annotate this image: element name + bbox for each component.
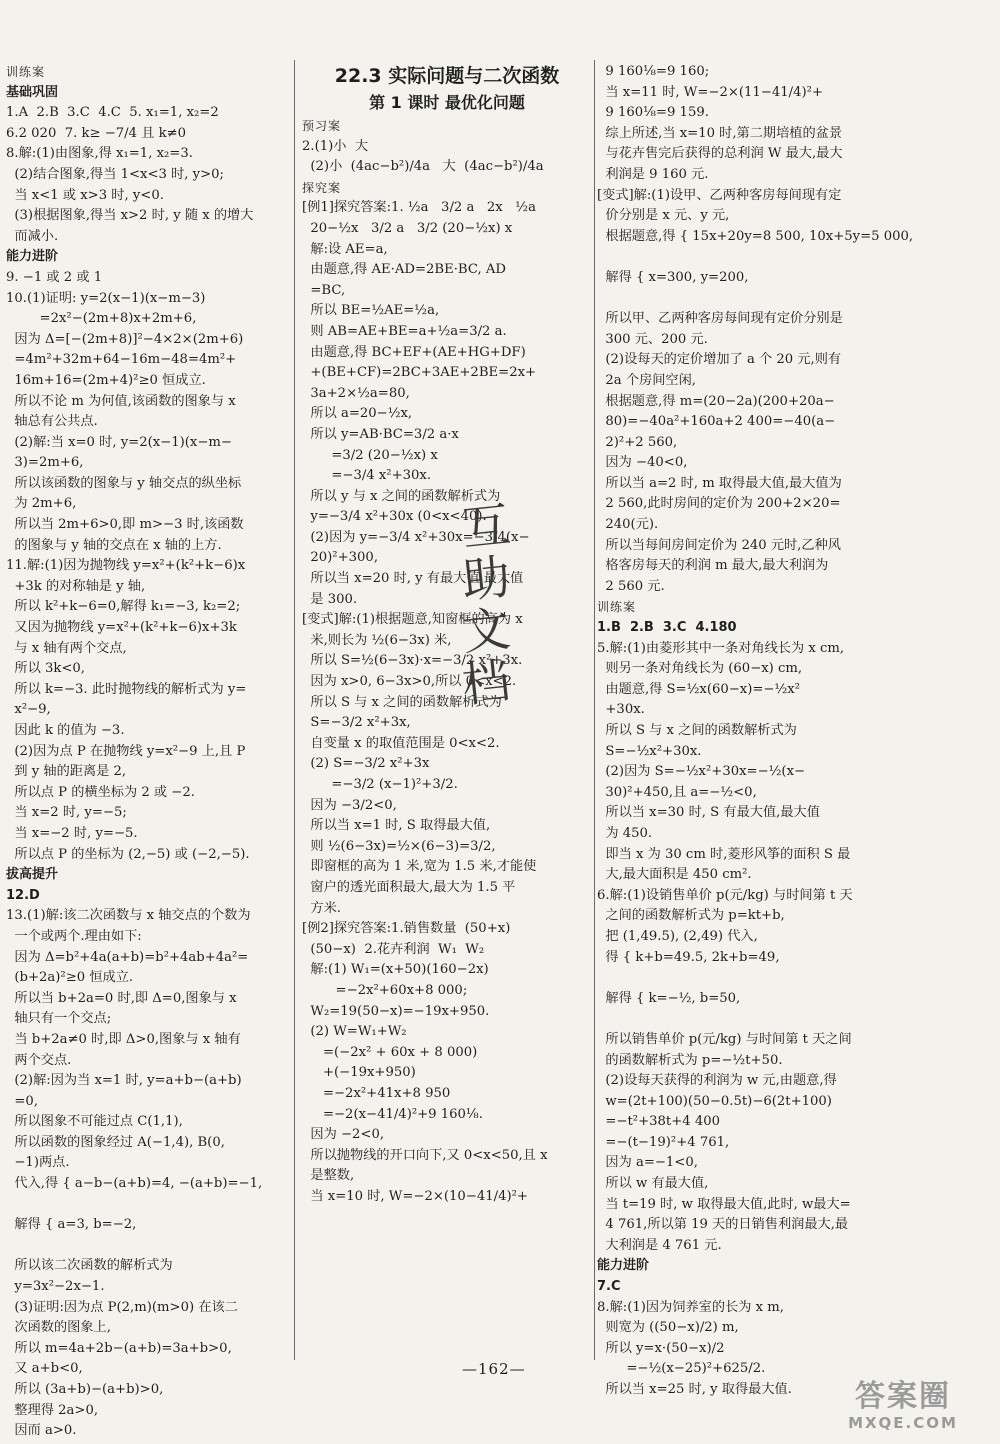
- text-line: w=(2t+100)(50−0.5t)−6(2t+100): [597, 1093, 832, 1109]
- text-line: 所以点 P 的横坐标为 2 或 −2.: [6, 784, 195, 800]
- text-line: +3k 的对称轴是 y 轴,: [6, 578, 146, 594]
- text-line: 所以 S 与 x 之间的函数解析式为: [302, 694, 502, 710]
- text-line: S=−½x²+30x.: [597, 743, 702, 759]
- text-line: 因为 Δ=[−(2m+8)]²−4×2×(2m+6): [6, 331, 244, 347]
- text-line: =0,: [6, 1093, 39, 1109]
- text-line: 11.解:(1)因为抛物线 y=x²+(k²+k−6)x: [6, 558, 246, 574]
- text-line: 2 560,此时房间的定价为 200+2×20=: [597, 496, 841, 512]
- text-line: 能力进阶: [6, 249, 59, 265]
- text-line: 当 x=−2 时, y=−5.: [6, 825, 138, 841]
- text-line: 当 t=19 时, w 取得最大值,此时, w最大=: [597, 1196, 851, 1212]
- text-line: (2)结合图象,得当 1<x<3 时, y>0;: [6, 166, 224, 182]
- text-line: 的函数解析式为 p=−½t+50.: [597, 1052, 783, 1068]
- text-line: 根据题意,得 { 15x+20y=8 500, 10x+5y=5 000,: [597, 228, 914, 244]
- text-line: 所以该函数的图象与 y 轴交点的纵坐标: [6, 475, 242, 491]
- column-divider: [594, 60, 595, 1360]
- text-line: 所以当 2m+6>0,即 m>−3 时,该函数: [6, 517, 244, 533]
- text-line: 3a+2×½a=80,: [302, 385, 410, 401]
- text-line: 解得 { k=−½, b=50,: [597, 990, 741, 1006]
- text-line: 16m+16=(2m+4)²≥0 恒成立.: [6, 372, 206, 388]
- text-line: 训练案: [597, 600, 637, 615]
- text-line: 当 x=11 时, W=−2×(11−41/4)²+: [597, 84, 823, 100]
- text-line: 20)²+300,: [302, 550, 379, 566]
- text-line: 一个或两个.理由如下:: [6, 928, 142, 944]
- text-line: 所以甲、乙两种客房每间现有定价分别是: [597, 311, 843, 327]
- text-line: 所以 (3a+b)−(a+b)>0,: [6, 1382, 164, 1397]
- text-line: 则 AB=AE+BE=a+½a=3/2 a.: [302, 323, 507, 339]
- text-line: 80)=−40a²+160a+2 400=−40(a−: [597, 414, 836, 430]
- text-line: 次函数的图象上,: [6, 1320, 111, 1336]
- text-line: +(BE+CF)=2BC+3AE+2BE=2x+: [302, 365, 537, 381]
- text-line: (2) W=W₁+W₂: [302, 1024, 407, 1040]
- text-line: 整理得 2a>0,: [6, 1402, 99, 1418]
- text-line: 所以不论 m 为何值,该函数的图象与 x: [6, 393, 236, 409]
- text-line: 探究案: [302, 180, 342, 195]
- text-line: [例2]探究答案:1.销售数量 (50+x): [302, 921, 511, 937]
- text-line: (2)因为 y=−3/4 x²+30x=−3/4(x−: [302, 529, 530, 545]
- text-line: 2)²+2 560,: [597, 434, 678, 450]
- text-line: 自变量 x 的取值范围是 0<x<2.: [302, 735, 500, 751]
- text-line: 之间的函数解析式为 p=kt+b,: [597, 908, 785, 924]
- text-line: =2x²−(2m+8)x+2m+6,: [6, 311, 197, 327]
- handwritten-char: 助: [459, 548, 513, 610]
- text-line: [597, 968, 989, 989]
- text-line: =4m²+32m+64−16m−48=4m²+: [6, 352, 237, 368]
- text-line: 所以当 x=20 时, y 有最大值,最大值: [302, 571, 524, 587]
- text-line: =−2(x−41/4)²+9 160⅛.: [302, 1106, 483, 1122]
- text-line: 所以当 x=30 时, S 有最大值,最大值: [597, 805, 820, 821]
- text-line: 是 300.: [302, 591, 358, 607]
- text-line: 13.(1)解:该二次函数与 x 轴交点的个数为: [6, 908, 251, 924]
- text-line: 所以 m=4a+2b−(a+b)=3a+b>0,: [6, 1340, 232, 1356]
- text-line: 2.(1)小 大: [302, 138, 369, 154]
- text-line: (3)根据图象,得当 x>2 时, y 随 x 的增大: [6, 208, 254, 224]
- text-line: 把 (1,49.5), (2,49) 代入,: [597, 928, 758, 944]
- text-line: 能力进阶: [597, 1258, 650, 1274]
- text-line: 与花卉售完后获得的总利润 W 最大,最大: [597, 146, 843, 162]
- text-line: 因为 x>0, 6−3x>0,所以 0<x<2.: [302, 674, 517, 690]
- text-line: 8.解:(1)因为饲养室的长为 x m,: [597, 1299, 784, 1315]
- text-line: (2) S=−3/2 x²+3x: [302, 756, 430, 772]
- text-line: 7.C: [597, 1279, 621, 1295]
- text-line: (2)因为点 P 在抛物线 y=x²−9 上,且 P: [6, 743, 246, 759]
- text-line: 所以当 x=25 时, y 取得最大值.: [597, 1382, 792, 1397]
- text-line: 的图象与 y 轴的交点在 x 轴的上方.: [6, 537, 222, 553]
- text-line: 所以 S=½(6−3x)·x=−3/2 x²+3x.: [302, 653, 523, 669]
- text-line: 所以函数的图象经过 A(−1,4), B(0,: [6, 1134, 225, 1150]
- text-line: 12.D: [6, 887, 40, 903]
- text-line: +30x.: [597, 702, 645, 718]
- handwritten-char: 文: [459, 600, 513, 662]
- text-line: 是整数,: [302, 1168, 355, 1184]
- text-line: 训练案: [6, 65, 46, 79]
- text-line: =−t²+38t+4 400: [597, 1114, 721, 1130]
- text-line: 则宽为 ((50−x)/2) m,: [597, 1320, 739, 1336]
- text-line: 大利润是 4 761 元.: [597, 1237, 722, 1253]
- text-line: 所以 y=AB·BC=3/2 a·x: [302, 426, 459, 442]
- text-line: (2)设每天的定价增加了 a 个 20 元,则有: [597, 352, 842, 368]
- text-line: 所以销售单价 p(元/kg) 与时间第 t 天之间: [597, 1031, 852, 1047]
- text-line: 基础巩固: [6, 84, 59, 100]
- text-line: 6.解:(1)设销售单价 p(元/kg) 与时间第 t 天: [597, 887, 853, 903]
- text-line: [597, 289, 989, 310]
- text-line: 因而 a>0.: [6, 1423, 77, 1439]
- text-line: 因为 −3/2<0,: [302, 797, 397, 813]
- text-line: −1)两点.: [6, 1155, 70, 1171]
- text-line: 则 ½(6−3x)=½×(6−3)=3/2,: [302, 838, 496, 854]
- text-line: 所以图象不可能过点 C(1,1),: [6, 1114, 183, 1130]
- text-line: 到 y 轴的距离是 2,: [6, 764, 127, 780]
- text-line: 所以 k²+k−6=0,解得 k₁=−3, k₂=2;: [6, 599, 241, 615]
- text-line: 10.(1)证明: y=2(x−1)(x−m−3): [6, 290, 206, 306]
- text-line: 又因为抛物线 y=x²+(k²+k−6)x+3k: [6, 620, 237, 636]
- text-line: 因此 k 的值为 −3.: [6, 723, 125, 738]
- text-line: 所以 3k<0,: [6, 661, 85, 677]
- text-line: =−3/4 x²+30x.: [302, 468, 432, 484]
- text-line: 1.A 2.B 3.C 4.C 5. x₁=1, x₂=2: [6, 105, 219, 121]
- text-line: 代入,得 { a−b−(a+b)=4, −(a+b)=−1,: [6, 1176, 263, 1192]
- text-line: S=−3/2 x²+3x,: [302, 715, 411, 731]
- text-line: (2)小 (4ac−b²)/4a 大 (4ac−b²)/4a: [302, 159, 544, 175]
- text-line: =−½(x−25)²+625/2.: [597, 1361, 766, 1377]
- text-line: [597, 247, 989, 268]
- watermark-url: MXQE.COM: [848, 1414, 958, 1432]
- text-line: 6.2 020 7. k≥ −7/4 且 k≠0: [6, 125, 187, 141]
- text-line: +(−19x+950): [302, 1065, 416, 1081]
- text-line: 由题意,得 BC+EF+(AE+HG+DF): [302, 344, 526, 360]
- text-line: [6, 1236, 288, 1257]
- text-line: 两个交点.: [6, 1052, 72, 1068]
- text-line: 4 761,所以第 19 天的日销售利润最大,最: [597, 1217, 849, 1233]
- watermark-logo: [818, 1380, 988, 1438]
- text-line: 当 x<1 或 x>3 时, y<0.: [6, 187, 164, 203]
- text-line: 所以 y=x·(50−x)/2: [597, 1340, 725, 1356]
- text-line: 30)²+450,且 a=−½<0,: [597, 784, 757, 800]
- text-line: =BC,: [302, 282, 346, 298]
- section-title: 22.3 实际问题与二次函数: [334, 65, 560, 87]
- handwritten-char: 互: [459, 496, 513, 558]
- text-line: 因为 −40<0,: [597, 455, 688, 471]
- text-line: 所以 a=20−½x,: [302, 406, 413, 422]
- text-line: [597, 1009, 989, 1030]
- text-line: 2 560 元.: [597, 578, 665, 594]
- page-number: —162—: [462, 1360, 526, 1378]
- handwritten-char: 档: [459, 652, 513, 714]
- text-line: 当 b+2a≠0 时,即 Δ>0,图象与 x 轴有: [6, 1031, 241, 1047]
- text-line: (b+2a)²≥0 恒成立.: [6, 970, 134, 986]
- text-line: 所以 k=−3. 此时抛物线的解析式为 y=: [6, 681, 247, 697]
- text-line: (2)因为 S=−½x²+30x=−½(x−: [597, 764, 806, 780]
- watermark-main: 答案圈: [855, 1379, 951, 1414]
- text-line: [6, 1195, 288, 1216]
- text-line: 又 a+b<0,: [6, 1361, 83, 1377]
- text-line: 窗户的透光面积最大,最大为 1.5 平: [302, 879, 516, 895]
- text-line: 解得 { a=3, b=−2,: [6, 1217, 137, 1233]
- column-divider: [294, 60, 295, 1360]
- text-line: 所以当 a=2 时, m 取得最大值,最大值为: [597, 475, 842, 491]
- text-line: 所以当 b+2a=0 时,即 Δ=0,图象与 x: [6, 990, 237, 1006]
- text-line: 所以该二次函数的解析式为: [6, 1258, 173, 1274]
- text-line: 所以 y 与 x 之间的函数解析式为: [302, 488, 501, 504]
- text-line: 5.解:(1)由菱形其中一条对角线长为 x cm,: [597, 640, 845, 656]
- text-line: 300 元、200 元.: [597, 331, 708, 347]
- handwritten-stamp: [459, 496, 572, 714]
- text-line: y=3x²−2x−1.: [6, 1279, 105, 1295]
- text-line: 为 2m+6,: [6, 496, 77, 512]
- text-line: 所以点 P 的坐标为 (2,−5) 或 (−2,−5).: [6, 846, 250, 862]
- text-line: 预习案: [302, 119, 342, 133]
- text-line: 拔高提升: [6, 867, 59, 883]
- text-line: 所以当每间房间定价为 240 元时,乙种风: [597, 537, 841, 553]
- text-line: (2)设每天获得的利润为 w 元,由题意,得: [597, 1073, 837, 1089]
- text-line: (2)解:因为当 x=1 时, y=a+b−(a+b): [6, 1073, 242, 1089]
- text-line: 2a 个房间空闲,: [597, 372, 696, 388]
- text-line: =3/2 (20−½x) x: [302, 447, 438, 463]
- text-line: 所以 S 与 x 之间的函数解析式为: [597, 723, 797, 738]
- right-column: [597, 62, 989, 1401]
- text-line: 解得 { x=300, y=200,: [597, 269, 749, 285]
- text-line: [变式]解:(1)根据题意,知窗框的高为 x: [302, 612, 523, 628]
- text-line: =−2x²+41x+8 950: [302, 1085, 451, 1101]
- text-line: 由题意,得 S=½x(60−x)=−½x²: [597, 681, 800, 697]
- text-line: [变式]解:(1)设甲、乙两种客房每间现有定: [597, 187, 842, 203]
- text-line: 因为 Δ=b²+4a(a+b)=b²+4ab+4a²=: [6, 949, 249, 965]
- text-line: (50−x) 2.花卉利润 W₁ W₂: [302, 941, 485, 957]
- text-line: 轴总有公共点.: [6, 414, 98, 430]
- text-line: 由题意,得 AE·AD=2BE·BC, AD: [302, 262, 506, 278]
- text-line: 9 160⅛=9 159.: [597, 105, 709, 121]
- text-line: =−3/2 (x−1)²+3/2.: [302, 777, 458, 792]
- text-line: 轴只有一个交点;: [6, 1011, 112, 1027]
- text-line: 3)=2m+6,: [6, 455, 84, 471]
- text-line: 米,则长为 ½(6−3x) 米,: [302, 632, 452, 648]
- text-line: =−(t−19)²+4 761,: [597, 1134, 730, 1150]
- text-line: 则另一条对角线长为 (60−x) cm,: [597, 661, 803, 677]
- text-line: 所以 BE=½AE=½a,: [302, 303, 440, 319]
- text-line: 方米.: [302, 900, 341, 916]
- text-line: 因为 a=−1<0,: [597, 1155, 698, 1171]
- lesson-title: 第 1 课时 最优化问题: [369, 93, 525, 112]
- text-line: 价分别是 x 元、y 元,: [597, 208, 730, 224]
- text-line: 240(元).: [597, 517, 659, 533]
- text-line: 解:(1) W₁=(x+50)(160−2x): [302, 962, 489, 978]
- text-line: 当 x=10 时, W=−2×(10−41/4)²+: [302, 1188, 528, 1204]
- text-line: 20−½x 3/2 a 3/2 (20−½x) x: [302, 220, 513, 236]
- text-line: 1.B 2.B 3.C 4.180: [597, 620, 737, 636]
- text-line: =(−2x² + 60x + 8 000): [302, 1044, 478, 1060]
- text-line: 与 x 轴有两个交点,: [6, 640, 127, 656]
- text-line: 即窗框的高为 1 米,宽为 1.5 米,才能使: [302, 859, 537, 875]
- text-line: 所以当 x=1 时, S 取得最大值,: [302, 818, 491, 834]
- text-line: [例1]探究答案:1. ½a 3/2 a 2x ½a: [302, 200, 536, 216]
- text-line: x²−9,: [6, 702, 51, 718]
- text-line: 8.解:(1)由图象,得 x₁=1, x₂=3.: [6, 146, 193, 162]
- text-line: 9 160⅛=9 160;: [597, 64, 710, 79]
- text-line: 根据题意,得 m=(20−2a)(200+20a−: [597, 393, 835, 409]
- text-line: 为 450.: [597, 825, 653, 841]
- text-line: 格客房每天的利润 m 最大,最大利润为: [597, 558, 829, 574]
- text-line: 得 { k+b=49.5, 2k+b=49,: [597, 949, 780, 965]
- text-line: W₂=19(50−x)=−19x+950.: [302, 1003, 490, 1019]
- text-line: (2)解:当 x=0 时, y=2(x−1)(x−m−: [6, 434, 232, 450]
- text-line: 所以抛物线的开口向下,又 0<x<50,且 x: [302, 1147, 548, 1163]
- text-line: 当 x=2 时, y=−5;: [6, 805, 127, 821]
- left-column: [6, 62, 288, 1442]
- text-line: 利润是 9 160 元.: [597, 166, 709, 182]
- text-line: 综上所述,当 x=10 时,第二期培植的盆景: [597, 125, 843, 141]
- text-line: 大,最大面积是 450 cm².: [597, 867, 752, 883]
- text-line: 因为 −2<0,: [302, 1127, 385, 1143]
- text-line: 即当 x 为 30 cm 时,菱形风筝的面积 S 最: [597, 846, 851, 862]
- text-line: 而减小.: [6, 228, 59, 244]
- text-line: y=−3/4 x²+30x (0<x<40).: [302, 509, 487, 525]
- text-line: (3)证明:因为点 P(2,m)(m>0) 在该二: [6, 1299, 238, 1315]
- text-line: 9. −1 或 2 或 1: [6, 269, 103, 285]
- text-line: 解:设 AE=a,: [302, 241, 388, 257]
- text-line: 所以 w 有最大值,: [597, 1176, 709, 1192]
- text-line: =−2x²+60x+8 000;: [302, 982, 468, 998]
